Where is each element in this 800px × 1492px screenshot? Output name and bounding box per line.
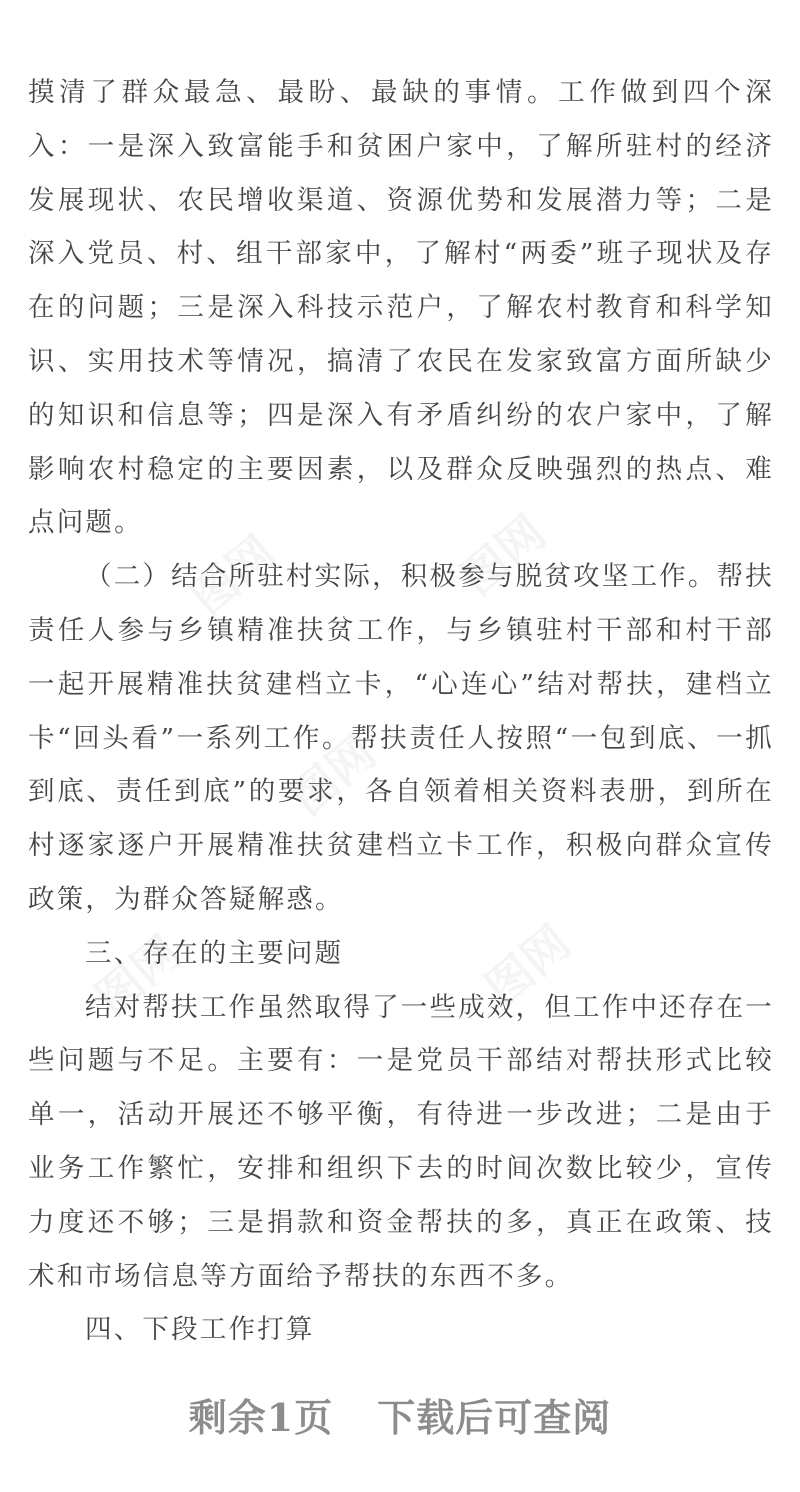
paragraph-problems: 结对帮扶工作虽然取得了一些成效，但工作中还存在一些问题与不足。主要有：一是党员干部结对帮扶形式比较单一，活动开展还不够平衡，有待进一步改进；二是由于业务工作繁忙，安排和组织下去的时间次数比较少，宣传力度还不够；三是捐款和资金帮扶的多，真正在政策、技术和市场信息等方面给予帮扶的东西不多。: [28, 991, 774, 1292]
document-body: [28, 66, 774, 1357]
paragraph-continued: 摸清了群众最急、最盼、最缺的事情。工作做到四个深入：一是深入致富能手和贫困户家中，了解所驻村的经济发展现状、农民增收渠道、资源优势和发展潜力等；二是深入党员、村、组干部家中，了解村“两委”班子现状及存在的问题；三是深入科技示范户，了解农村教育和科学知识、实用技术等情况，搞清了农民在发家致富方面所缺少的知识和信息等；四是深入有矛盾纠纷的农户家中，了解影响农村稳定的主要因素，以及群众反映强烈的热点、难点问题。: [28, 77, 774, 539]
download-prompt-banner[interactable]: [0, 1386, 800, 1450]
download-to-view-label[interactable]: 下载后可查阅: [377, 1395, 612, 1440]
remaining-pages-label: 剩余1页: [188, 1395, 334, 1440]
paragraph-section-2: （二）结合所驻村实际，积极参与脱贫攻坚工作。帮扶责任人参与乡镇精准扶贫工作，与乡镇驻村干部和村干部一起开展精准扶贫建档立卡，“心连心”结对帮扶，建档立卡“回头看”一系列工作。帮扶责任人按照“一包到底、一抓到底、责任到底”的要求，各自领着相关资料表册，到所在村逐家逐户开展精准扶贫建档立卡工作，积极向群众宣传政策，为群众答疑解惑。: [28, 561, 774, 915]
section-heading-problems: 三、存在的主要问题: [85, 937, 344, 969]
section-heading-next-plan: 四、下段工作打算: [85, 1314, 315, 1346]
